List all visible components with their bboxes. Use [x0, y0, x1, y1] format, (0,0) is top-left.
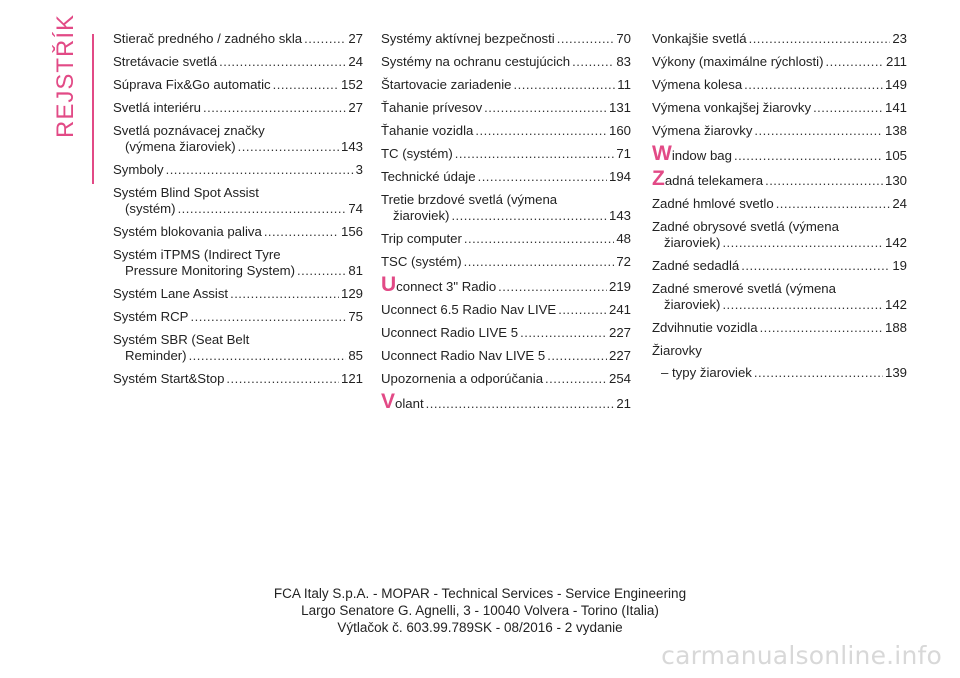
page-number: 24: [348, 54, 363, 69]
index-entry-label-continued: Pressure Monitoring System): [125, 263, 296, 278]
dot-leader: [304, 31, 346, 47]
page-number: 27: [348, 100, 363, 115]
dot-leader: [455, 146, 615, 162]
page-number: 129: [340, 286, 363, 301]
index-entry[interactable]: [652, 320, 907, 336]
index-entry[interactable]: [113, 77, 363, 93]
page-number: 219: [608, 279, 631, 294]
dot-leader: [464, 254, 615, 270]
index-entry-label: [381, 273, 497, 296]
index-entry-label: Systémy na ochranu cestujúcich: [381, 54, 571, 69]
index-entry[interactable]: [652, 142, 907, 165]
index-entry-label: Symboly: [113, 162, 164, 177]
index-entry[interactable]: [652, 343, 907, 359]
page-number: 23: [892, 31, 907, 46]
index-entry[interactable]: [652, 31, 907, 47]
index-entry[interactable]: [652, 281, 907, 313]
dot-leader: [238, 139, 339, 155]
page-number: 105: [884, 148, 907, 163]
page-number: 143: [608, 208, 631, 223]
page-number: 138: [884, 123, 907, 138]
index-entry-label: Zdvihnutie vozidla: [652, 320, 758, 335]
section-title: REJSTŘÍK: [52, 13, 79, 138]
index-entry[interactable]: [652, 100, 907, 116]
dot-leader: [813, 100, 883, 116]
dot-leader: [558, 302, 607, 318]
page-number: 85: [348, 348, 363, 363]
index-entry[interactable]: [381, 146, 631, 162]
index-entry-label: [652, 167, 764, 190]
index-entry-label: Vonkajšie svetlá: [652, 31, 747, 46]
page-number: 24: [892, 196, 907, 211]
index-entry-label: Tretie brzdové svetlá (výmena: [381, 192, 558, 207]
page-number: 83: [616, 54, 631, 69]
dot-leader: [741, 258, 890, 274]
dot-leader: [451, 208, 607, 224]
dot-leader: [475, 123, 607, 139]
index-entry-label: Zadné smerové svetlá (výmena: [652, 281, 836, 296]
index-entry[interactable]: [652, 258, 907, 274]
index-entry-label: Systém iTPMS (Indirect Tyre: [113, 247, 281, 262]
page-number: 19: [892, 258, 907, 273]
page-number: 142: [884, 297, 907, 312]
dot-leader: [754, 123, 883, 139]
index-entry[interactable]: [381, 302, 631, 318]
page-number: 11: [617, 77, 631, 92]
index-entry-label: Výmena žiarovky: [652, 123, 753, 138]
index-entry[interactable]: [381, 31, 631, 47]
index-entry[interactable]: [113, 162, 363, 178]
page-number: 241: [608, 302, 631, 317]
dot-leader: [754, 365, 883, 381]
index-entry-label: [652, 142, 732, 165]
page-number: 142: [884, 235, 907, 250]
index-entry[interactable]: [381, 54, 631, 70]
index-entry-label-continued: žiaroviek): [664, 235, 721, 250]
index-entry-label: Zadné sedadlá: [652, 258, 740, 273]
dot-leader: [426, 396, 615, 412]
index-entry[interactable]: [381, 77, 631, 93]
index-entry-label: Výmena vonkajšej žiarovky: [652, 100, 812, 115]
dot-leader: [484, 100, 607, 116]
dot-leader: [230, 286, 339, 302]
index-entry-label: Ťahanie vozidla: [381, 123, 474, 138]
index-entry-label: Trip computer: [381, 231, 462, 246]
index-entry[interactable]: [381, 348, 631, 364]
index-entry-label: TC (systém): [381, 146, 453, 161]
page-number: 152: [340, 77, 363, 92]
dot-leader: [478, 169, 607, 185]
page-number: 27: [348, 31, 363, 46]
index-entry-label-continued: (systém): [125, 201, 176, 216]
index-entry[interactable]: [113, 224, 363, 240]
index-entry-label: – typy žiaroviek: [661, 365, 752, 380]
index-entry-label: Štartovacie zariadenie: [381, 77, 512, 92]
dot-leader: [545, 371, 607, 387]
page-number: 149: [884, 77, 907, 92]
index-entry[interactable]: [381, 273, 631, 296]
dot-leader: [273, 77, 339, 93]
watermark-link[interactable]: carmanualsonline.info: [661, 641, 942, 670]
index-entry-label: Stierač predného / zadného skla: [113, 31, 303, 46]
index-entry-label: [381, 390, 424, 413]
page-number: 131: [608, 100, 631, 115]
dot-leader: [219, 54, 346, 70]
dot-leader: [547, 348, 607, 364]
dot-leader: [520, 325, 607, 341]
index-subentry-row: [652, 365, 907, 381]
index-entry[interactable]: [381, 325, 631, 341]
letter-initial: W: [652, 142, 672, 165]
index-entry-label: Systém Blind Spot Assist: [113, 185, 259, 200]
dot-leader: [264, 224, 339, 240]
dot-leader: [765, 173, 883, 189]
page-number: 130: [884, 173, 907, 188]
page-number: 75: [348, 309, 363, 324]
index-entry-label: Ťahanie prívesov: [381, 100, 483, 115]
page-number: 74: [348, 201, 363, 216]
page-number: 21: [616, 396, 631, 411]
page-number: 188: [884, 320, 907, 335]
dot-leader: [189, 348, 347, 364]
page-number: 227: [608, 348, 631, 363]
dot-leader: [166, 162, 354, 178]
dot-leader: [178, 201, 347, 217]
index-entry-label: TSC (systém): [381, 254, 462, 269]
index-entry[interactable]: [113, 332, 363, 364]
dot-leader: [722, 235, 883, 251]
page-number: 121: [340, 371, 363, 386]
page-number: 70: [616, 31, 631, 46]
index-entry-label: Systém Start&Stop: [113, 371, 225, 386]
footer-line-1: FCA Italy S.p.A. - MOPAR - Technical Services - Service Engineering: [273, 586, 687, 601]
index-entry[interactable]: [381, 169, 631, 185]
index-entry[interactable]: [652, 219, 907, 251]
footer-line-3: Výtlačok č. 603.99.789SK - 08/2016 - 2 vydanie: [337, 620, 623, 635]
page-number: 81: [348, 263, 363, 278]
index-entry[interactable]: [381, 192, 631, 224]
page-number: 48: [616, 231, 631, 246]
dot-leader: [749, 31, 891, 47]
index-entry[interactable]: [652, 77, 907, 93]
dot-leader: [744, 77, 883, 93]
index-entry-label-rest: olant: [395, 396, 424, 411]
index-entry[interactable]: [652, 123, 907, 139]
index-column-1: [113, 31, 363, 394]
index-entry-label: Svetlá interiéru: [113, 100, 201, 115]
letter-initial: Z: [652, 167, 665, 190]
index-entry-label: Systém SBR (Seat Belt: [113, 332, 250, 347]
index-entry-continuation: [113, 263, 363, 279]
dot-leader: [513, 77, 615, 93]
footer-line-2: Largo Senatore G. Agnelli, 3 - 10040 Volvera - Torino (Italia): [301, 603, 659, 618]
page-number: 227: [608, 325, 631, 340]
index-entry-label: Zadné hmlové svetlo: [652, 196, 774, 211]
letter-initial: V: [381, 390, 396, 413]
letter-initial: U: [381, 273, 397, 296]
index-entry[interactable]: [381, 371, 631, 387]
index-entry-label: Upozornenia a odporúčania: [381, 371, 544, 386]
page-number: 141: [884, 100, 907, 115]
index-entry-label-rest: indow bag: [671, 148, 732, 163]
index-entry-label: Technické údaje: [381, 169, 476, 184]
index-entry[interactable]: [113, 286, 363, 302]
publisher-footer: [0, 585, 960, 636]
index-entry[interactable]: [652, 167, 907, 190]
index-column-3: [652, 31, 907, 388]
index-entry[interactable]: [381, 100, 631, 116]
dot-leader: [760, 320, 883, 336]
page-number: 194: [608, 169, 631, 184]
index-entry[interactable]: [113, 100, 363, 116]
dot-leader: [734, 148, 883, 164]
page-number: 72: [616, 254, 631, 269]
page-number: 254: [608, 371, 631, 386]
index-entry-label: Uconnect Radio LIVE 5: [381, 325, 519, 340]
index-entry[interactable]: [113, 54, 363, 70]
index-entry-label: Systém RCP: [113, 309, 189, 324]
index-entry-continuation: [652, 235, 907, 251]
dot-leader: [464, 231, 614, 247]
index-entry[interactable]: [652, 54, 907, 70]
dot-leader: [557, 31, 615, 47]
index-entry[interactable]: [113, 123, 363, 155]
index-entry-continuation: [113, 139, 363, 155]
index-entry-continuation: [381, 208, 631, 224]
page-number: 3: [355, 162, 363, 177]
page-number: 160: [608, 123, 631, 138]
index-entry[interactable]: [113, 31, 363, 47]
index-entry-label: Výkony (maximálne rýchlosti): [652, 54, 824, 69]
index-entry[interactable]: [381, 254, 631, 270]
index-entry[interactable]: [113, 371, 363, 387]
index-entry-label: Systémy aktívnej bezpečnosti: [381, 31, 555, 46]
index-entry-continuation: [652, 297, 907, 313]
index-entry-label-continued: žiaroviek): [664, 297, 721, 312]
index-entry-label: Zadné obrysové svetlá (výmena: [652, 219, 839, 234]
index-entry-label: Svetlá poznávacej značky: [113, 123, 265, 138]
index-entry-label: Súprava Fix&Go automatic: [113, 77, 271, 92]
dot-leader: [190, 309, 346, 325]
page-number: 139: [884, 365, 907, 380]
index-entry[interactable]: [652, 365, 907, 381]
dot-leader: [203, 100, 346, 116]
index-entry[interactable]: [381, 390, 631, 413]
index-entry-label-continued: žiaroviek): [393, 208, 450, 223]
page-number: 211: [885, 54, 907, 69]
index-entry-label: Výmena kolesa: [652, 77, 743, 92]
dot-leader: [776, 196, 891, 212]
dot-leader: [498, 279, 607, 295]
index-entry-label-continued: (výmena žiaroviek): [125, 139, 236, 154]
index-entry[interactable]: [381, 231, 631, 247]
index-entry-label-rest: connect 3" Radio: [396, 279, 497, 294]
dot-leader: [226, 371, 339, 387]
index-column-2: [381, 31, 631, 419]
index-entry[interactable]: [381, 123, 631, 139]
index-entry[interactable]: [113, 309, 363, 325]
index-entry-label: Stretávacie svetlá: [113, 54, 218, 69]
index-entry-continuation: [113, 348, 363, 364]
dot-leader: [572, 54, 614, 70]
index-entry[interactable]: [652, 196, 907, 212]
index-entry[interactable]: [113, 247, 363, 279]
dot-leader: [297, 263, 346, 279]
index-entry-continuation: [113, 201, 363, 217]
index-entry-label: Systém blokovania paliva: [113, 224, 262, 239]
index-entry-label: Systém Lane Assist: [113, 286, 229, 301]
dot-leader: [722, 297, 883, 313]
page-number: 143: [340, 139, 363, 154]
index-entry-label-rest: adná telekamera: [664, 173, 764, 188]
dot-leader: [825, 54, 883, 70]
index-entry-label: Žiarovky: [652, 343, 702, 358]
page-number: 71: [616, 146, 631, 161]
page-number: 156: [340, 224, 363, 239]
index-entry-label-continued: Reminder): [125, 348, 187, 363]
index-entry[interactable]: [113, 185, 363, 217]
index-entry-label: Uconnect 6.5 Radio Nav LIVE: [381, 302, 557, 317]
index-entry-label: Uconnect Radio Nav LIVE 5: [381, 348, 546, 363]
section-divider: [92, 34, 94, 184]
